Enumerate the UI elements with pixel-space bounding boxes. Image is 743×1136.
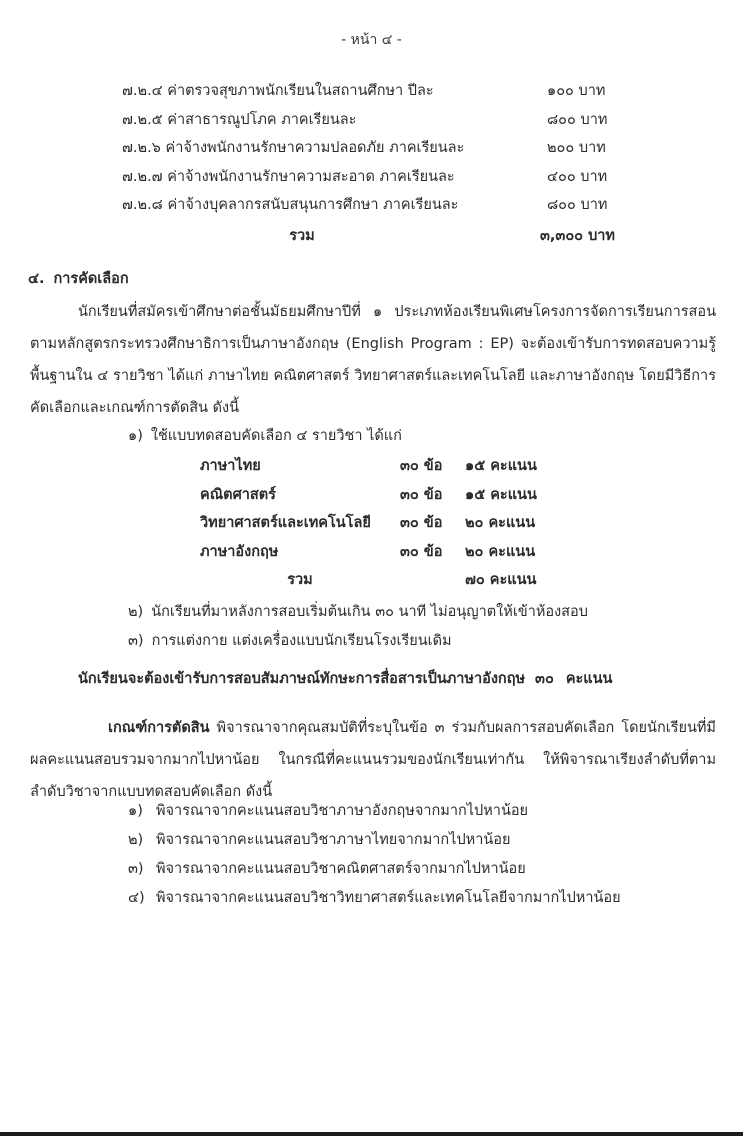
fee-total-amount: ๓,๓๐๐ บาท	[540, 227, 615, 244]
ranked-criteria-list	[128, 804, 708, 920]
fee-description: ค่าจ้างพนักงานรักษาความปลอดภัย ภาคเรียนละ	[165, 140, 465, 157]
fee-number: ๗.๒.๘	[122, 197, 163, 214]
table-row	[122, 84, 622, 113]
subject-name: วิทยาศาสตร์และเทคโนโลยี	[200, 515, 371, 531]
subject-score: ๒๐ คะแนน	[465, 515, 536, 531]
interview-score-unit: คะแนน	[565, 671, 613, 687]
interview-notice	[78, 672, 612, 687]
list-item	[128, 605, 588, 620]
list-item	[128, 833, 708, 862]
subject-name: คณิตศาสตร์	[200, 486, 276, 503]
section-title: การคัดเลือก	[53, 271, 129, 287]
subject-item-count: ๓๐ ข้อ	[400, 543, 443, 560]
page-bottom-edge	[0, 1132, 743, 1136]
fee-label	[122, 170, 455, 185]
fee-description: ค่าจ้างบุคลากรสนับสนุนการศึกษา ภาคเรียนละ	[167, 197, 459, 214]
list-item	[128, 862, 708, 891]
subject-total-label: รวม	[287, 572, 313, 588]
table-row	[200, 459, 620, 488]
subject-total-row	[200, 573, 620, 601]
list-text: พิจารณาจากคะแนนสอบวิชาคณิตศาสตร์จากมากไปหาน้อย	[156, 861, 526, 877]
interview-text: นักเรียนจะต้องเข้ารับการสอบสัมภาษณ์ทักษะการสื่อสารเป็นภาษาอังกฤษ	[78, 671, 526, 687]
list-marker: ๓)	[128, 633, 144, 649]
list-text: พิจารณาจากคะแนนสอบวิชาภาษาไทยจากมากไปหาน้อย	[156, 832, 511, 848]
list-marker: ๒)	[128, 832, 144, 848]
list-text: การแต่งกาย แต่งเครื่องแบบนักเรียนโรงเรียนเดิม	[151, 633, 452, 649]
list-item	[128, 429, 402, 444]
subject-score-table	[200, 459, 620, 601]
paragraph-text: นักเรียนที่สมัครเข้าศึกษาต่อชั้นมัธยมศึกษาปีที่ ๑ ประเภทห้องเรียนพิเศษโครงการจัดการเรียนการสอนตามหลักสูตรกระทรวงศึกษาธิการเป็นภาษาอังกฤษ (English Program : EP) จะต้องเข้ารับการทดสอบความรู้พื้นฐานใน ๔ รายวิชา ได้แก่ ภาษาไทย คณิตศาสตร์ วิทยาศาสตร์และเทคโนโลยี และภาษาอังกฤษ โดยมีวิธีการคัดเลือกและเกณฑ์การตัดสิน ดังนี้	[30, 304, 716, 416]
fee-label	[122, 141, 464, 156]
subject-score: ๑๕ คะแนน	[465, 486, 537, 503]
table-row	[200, 516, 620, 545]
fee-description: ค่าจ้างพนักงานรักษาความสะอาด ภาคเรียนละ	[167, 168, 455, 185]
section-number: ๔.	[28, 271, 45, 287]
table-row	[122, 198, 622, 227]
list-text: นักเรียนที่มาหลังการสอบเริ่มต้นเกิน ๓๐ นาที ไม่อนุญาตให้เข้าห้องสอบ	[151, 604, 588, 620]
fee-amount: ๘๐๐ บาท	[547, 111, 608, 128]
criteria-paragraph	[30, 712, 716, 808]
fee-amount: ๑๐๐ บาท	[547, 83, 606, 99]
subject-name: ภาษาไทย	[200, 458, 261, 474]
page-header: - หน้า ๔ -	[341, 32, 402, 48]
subject-score: ๑๕ คะแนน	[465, 458, 537, 474]
list-marker: ๒)	[128, 604, 144, 620]
list-marker: ๑)	[128, 428, 143, 444]
table-row	[200, 488, 620, 517]
list-text: พิจารณาจากคะแนนสอบวิชาภาษาอังกฤษจากมากไปหาน้อย	[156, 803, 529, 819]
subject-item-count: ๓๐ ข้อ	[400, 458, 443, 474]
fee-table	[122, 84, 622, 257]
fee-description: ค่าสาธารณูปโภค ภาคเรียนละ	[167, 111, 357, 128]
list-item	[128, 634, 452, 649]
fee-number: ๗.๒.๗	[122, 168, 163, 185]
fee-amount: ๔๐๐ บาท	[547, 168, 608, 185]
subject-item-count: ๓๐ ข้อ	[400, 486, 443, 503]
criteria-text: พิจารณาจากคุณสมบัติที่ระบุในข้อ ๓ ร่วมกับผลการสอบคัดเลือก โดยนักเรียนที่มีผลคะแนนสอบรวมจากมากไปหาน้อย ในกรณีที่คะแนนรวมของนักเรียนเท่ากัน ให้พิจารณาเรียงลำดับที่ตามลำดับวิชาจากแบบทดสอบคัดเลือก ดังนี้	[30, 720, 716, 800]
interview-score: ๓๐	[535, 671, 554, 687]
table-row	[122, 141, 622, 170]
fee-number: ๗.๒.๖	[122, 140, 161, 157]
fee-amount: ๒๐๐ บาท	[547, 140, 606, 157]
list-marker: ๔)	[128, 890, 145, 906]
criteria-lead: เกณฑ์การตัดสิน	[108, 720, 210, 736]
table-row	[122, 170, 622, 199]
fee-number: ๗.๒.๔	[122, 83, 163, 99]
subject-item-count: ๓๐ ข้อ	[400, 515, 443, 531]
table-row	[200, 545, 620, 574]
subject-name: ภาษาอังกฤษ	[200, 543, 279, 560]
subject-total-score: ๗๐ คะแนน	[465, 572, 537, 588]
fee-label	[122, 113, 356, 128]
subject-score: ๒๐ คะแนน	[465, 543, 536, 560]
list-marker: ๑)	[128, 803, 143, 819]
section-paragraph	[30, 296, 716, 424]
fee-total-row	[122, 229, 622, 257]
list-text: ใช้แบบทดสอบคัดเลือก ๔ รายวิชา ได้แก่	[150, 428, 402, 444]
fee-label	[122, 198, 458, 213]
table-row	[122, 113, 622, 142]
list-item	[128, 804, 708, 833]
fee-total-label: รวม	[289, 227, 315, 244]
list-item	[128, 891, 708, 920]
fee-number: ๗.๒.๕	[122, 111, 163, 128]
list-marker: ๓)	[128, 861, 144, 877]
section-heading	[28, 272, 129, 287]
fee-description: ค่าตรวจสุขภาพนักเรียนในสถานศึกษา ปีละ	[167, 83, 434, 99]
fee-amount: ๘๐๐ บาท	[547, 197, 608, 214]
list-text: พิจารณาจากคะแนนสอบวิชาวิทยาศาสตร์และเทคโนโลยีจากมากไปหาน้อย	[156, 890, 621, 906]
fee-label	[122, 84, 434, 99]
